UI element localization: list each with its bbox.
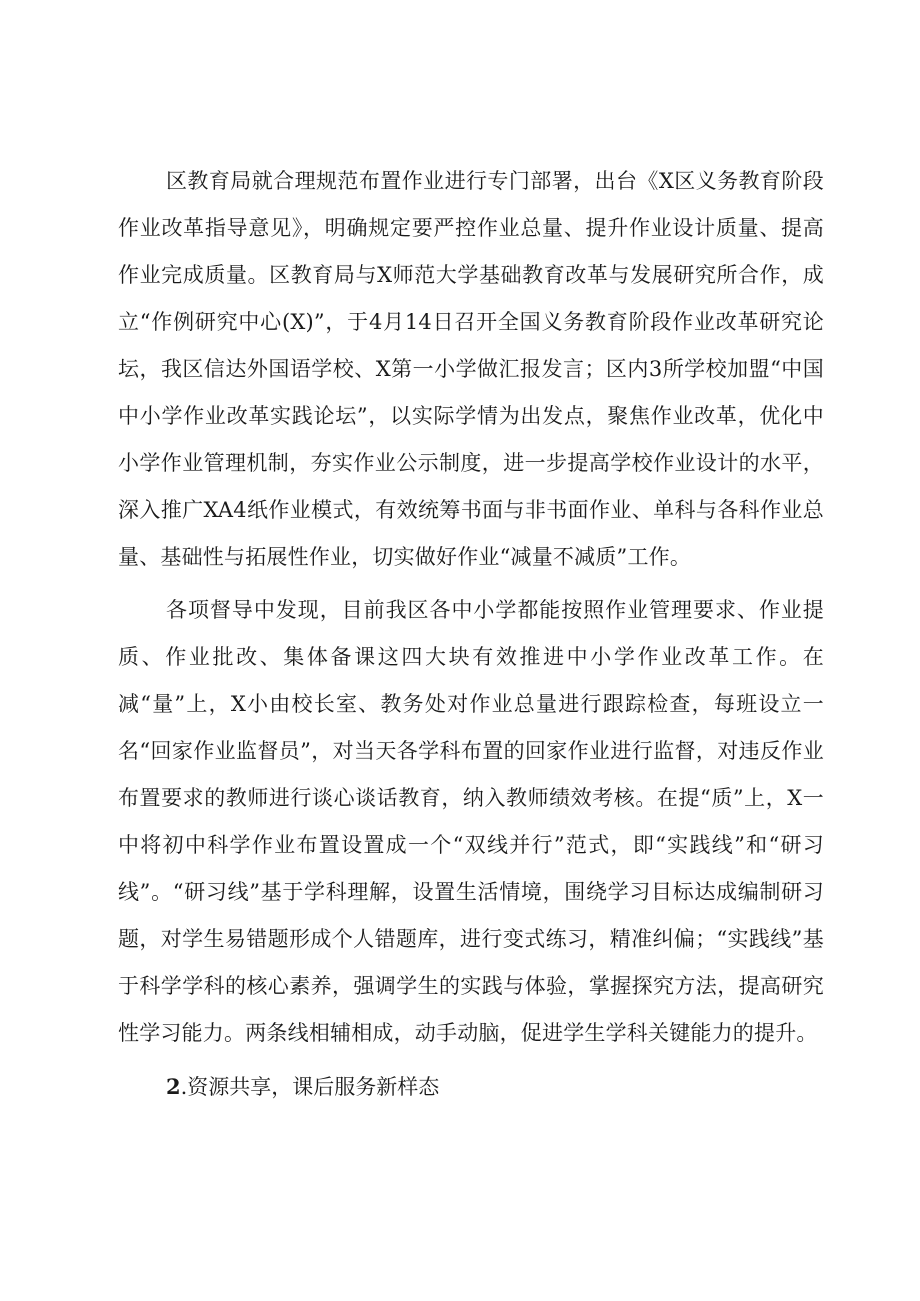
section-heading-text: .资源共享，课后服务新样态 bbox=[180, 1075, 440, 1099]
section-heading-number: 2 bbox=[166, 1074, 181, 1099]
document-body bbox=[118, 158, 824, 1111]
section-heading bbox=[118, 1063, 824, 1111]
paragraph-homework-reform: 区教育局就合理规范布置作业进行专门部署，出台《X区义务教育阶段作业改革指导意见》，明确规定要严控作业总量、提升作业设计质量、提高作业完成质量。区教育局与X师范大学基础教育改革与发展研究所合作，成立“作例研究中心(X)”，于4月14日召开全国义务教育阶段作业改革研究论坛，我区信达外国语学校、X第一小学做汇报发言；区内3所学校加盟“中国中小学作业改革实践论坛”，以实际学情为出发点，聚焦作业改革，优化中小学作业管理机制，夯实作业公示制度，进一步提高学校作业设计的水平，深入推广XA4纸作业模式，有效统筹书面与非书面作业、单科与各科作业总量、基础性与拓展性作业，切实做好作业“减量不减质”工作。 bbox=[118, 169, 824, 569]
paragraph-supervision-findings: 各项督导中发现，目前我区各中小学都能按照作业管理要求、作业提质、作业批改、集体备课这四大块有效推进中小学作业改革工作。在减“量”上，X小由校长室、教务处对作业总量进行跟踪检查，每班设立一名“回家作业监督员”，对当天各学科布置的回家作业进行监督，对违反作业布置要求的教师进行谈心谈话教育，纳入教师绩效考核。在提“质”上，X一中将初中科学作业布置设置成一个“双线并行”范式，即“实践线”和“研习线”。“研习线”基于学科理解，设置生活情境，围绕学习目标达成编制研习题，对学生易错题形成个人错题库，进行变式练习，精准纠偏；“实践线”基于科学学科的核心素养，强调学生的实践与体验，掌握探究方法，提高研究性学习能力。两条线相辅相成，动手动脑，促进学生学科关键能力的提升。 bbox=[118, 598, 824, 1045]
